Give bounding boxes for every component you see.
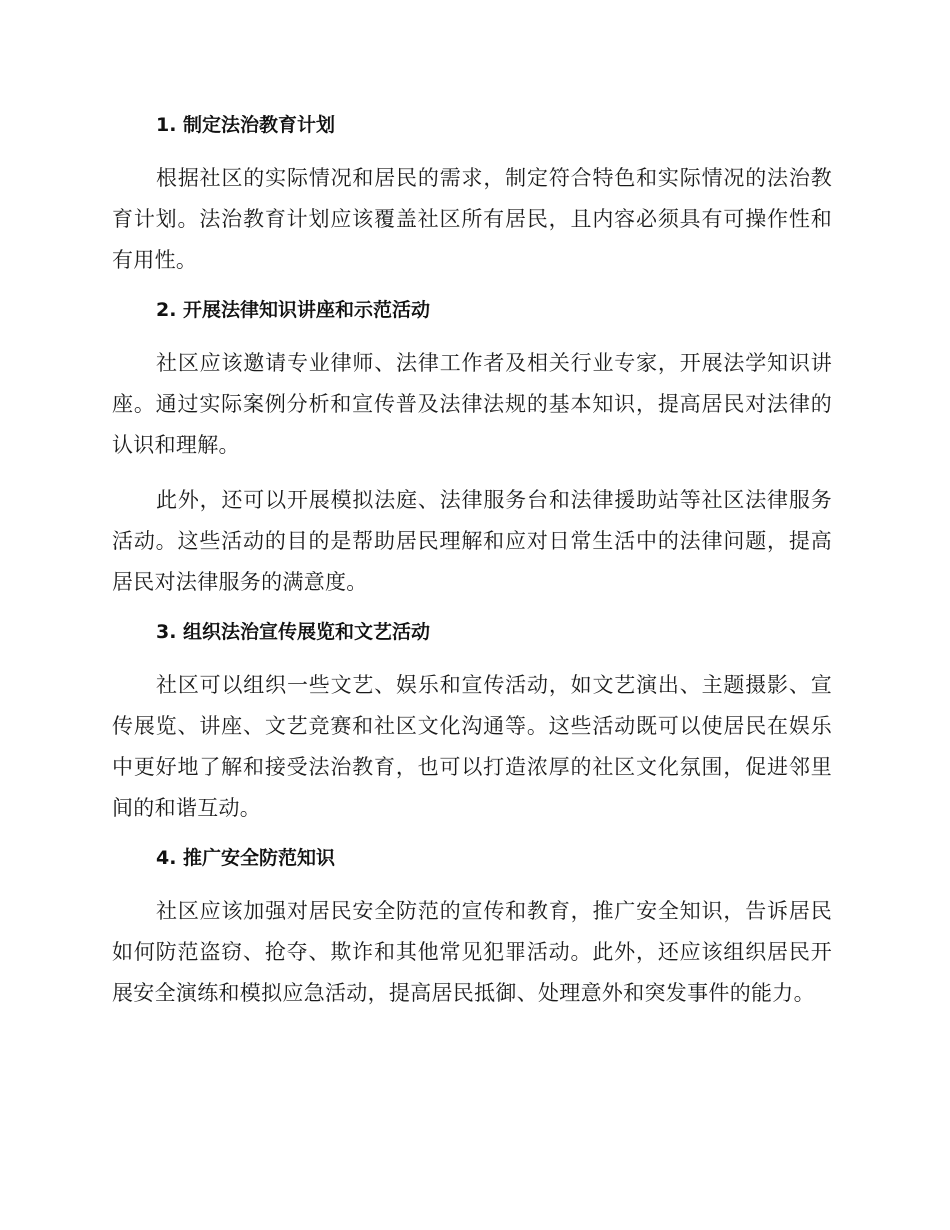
paragraph: 社区可以组织一些文艺、娱乐和宣传活动，如文艺演出、主题摄影、宣传展览、讲座、文艺竞赛和社区文化沟通等。这些活动既可以使居民在娱乐中更好地了解和接受法治教育，也可以打造浓厚的社区文化氛围，促进邻里间的和谐互动。 (112, 673, 832, 820)
section-1 (112, 110, 832, 281)
document-body (112, 110, 832, 1028)
paragraph: 此外，还可以开展模拟法庭、法律服务台和法律援助站等社区法律服务活动。这些活动的目的是帮助居民理解和应对日常生活中的法律问题，提高居民对法律服务的满意度。 (112, 488, 832, 594)
section-heading: 1. 制定法治教育计划 (156, 114, 336, 136)
section-heading: 2. 开展法律知识讲座和示范活动 (156, 299, 431, 321)
paragraph: 根据社区的实际情况和居民的需求，制定符合特色和实际情况的法治教育计划。法治教育计划应该覆盖社区所有居民，且内容必须具有可操作性和有用性。 (112, 166, 832, 272)
paragraph: 社区应该加强对居民安全防范的宣传和教育，推广安全知识，告诉居民如何防范盗窃、抢夺、欺诈和其他常见犯罪活动。此外，还应该组织居民开展安全演练和模拟应急活动，提高居民抵御、处理意外和突发事件的能力。 (112, 899, 832, 1005)
section-heading: 4. 推广安全防范知识 (156, 847, 336, 869)
section-3 (112, 617, 832, 829)
section-4 (112, 843, 832, 1014)
section-2 (112, 295, 832, 603)
paragraph: 社区应该邀请专业律师、法律工作者及相关行业专家，开展法学知识讲座。通过实际案例分析和宣传普及法律法规的基本知识，提高居民对法律的认识和理解。 (112, 351, 832, 457)
section-heading: 3. 组织法治宣传展览和文艺活动 (156, 621, 431, 643)
